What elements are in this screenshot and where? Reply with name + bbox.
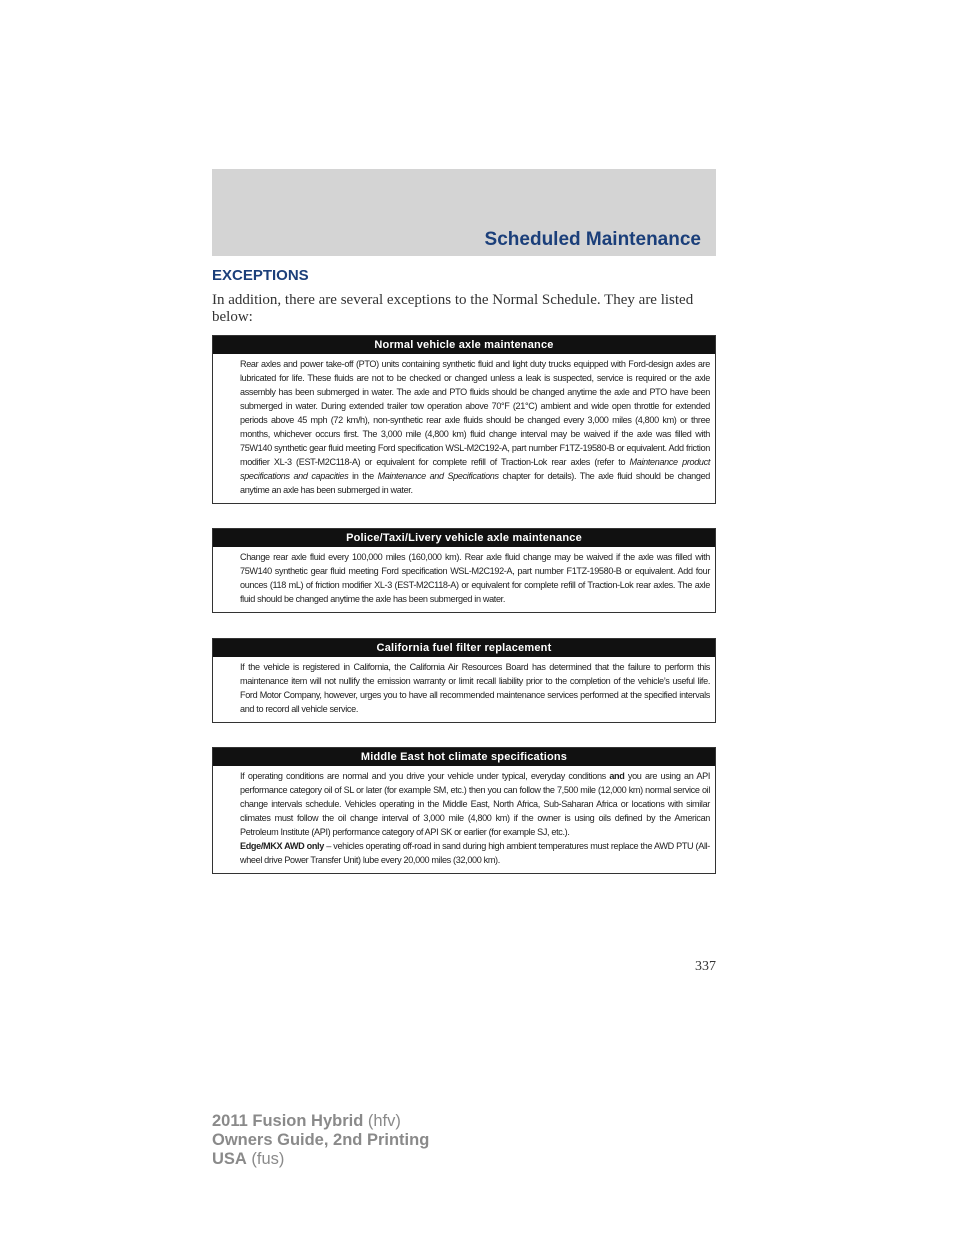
box-title: Police/Taxi/Livery vehicle axle maintenance <box>213 529 715 547</box>
box-title: Middle East hot climate specifications <box>213 748 715 766</box>
section-heading: EXCEPTIONS <box>212 267 309 284</box>
bold-emphasis: Edge/MKX AWD only <box>240 841 324 851</box>
document-footer <box>212 1112 429 1169</box>
axle-maintenance-box <box>212 335 716 504</box>
footer-market-code: (fus) <box>246 1150 285 1168</box>
text-segment: chapter for details). The axle fluid should be changed anytime an axle has been submerged in water. <box>240 471 711 495</box>
box-body <box>213 354 715 503</box>
box-body <box>213 547 715 612</box>
footer-line-model <box>212 1112 429 1131</box>
middle-east-climate-box <box>212 747 716 874</box>
box-text: Change rear axle fluid every 100,000 miles (160,000 km). Rear axle fluid change may be waived if the axle was filled with 75W140 synthetic gear fluid meeting Ford specification WSL-M2C192-A, part number F1TZ-19580-B or equivalent. Add four ounces (118 mL) of friction modifier XL-3 (EST-M2C118-A) or equivalent for complete refill of Traction-Lok rear axles. The axle fluid should be changed anytime the axle has been submerged in water. <box>240 552 710 604</box>
italic-reference: Maintenance product specifications and capacities <box>240 457 711 481</box>
bold-emphasis: and <box>609 771 625 781</box>
california-fuel-filter-box <box>212 638 716 723</box>
box-text <box>240 769 710 839</box>
footer-market: USA <box>212 1150 247 1168</box>
box-text <box>240 357 710 497</box>
footer-line-guide: Owners Guide, 2nd Printing <box>212 1131 430 1149</box>
box-body <box>213 766 715 873</box>
box-text: If the vehicle is registered in California, the California Air Resources Board has determined that the failure to perform this maintenance item will not nullify the emission warranty or limit recall liability prior to the completion of the vehicle’s useful life. Ford Motor Company, however, urges you to have all recommended maintenance services performed at the specified intervals and to record all vehicle service. <box>240 662 710 714</box>
text-segment: in the <box>348 471 378 481</box>
police-taxi-axle-box <box>212 528 716 613</box>
box-title: Normal vehicle axle maintenance <box>213 336 715 354</box>
box-body <box>213 657 715 722</box>
text-segment: If operating conditions are normal and you drive your vehicle under typical, everyday conditions <box>240 771 610 781</box>
text-segment: Rear axles and power take-off (PTO) units containing synthetic fluid and light duty trucks equipped with Ford-design axles are lubricated for life. These fluids are not to be checked or changed unless a leak is suspected, service is required or the axle assembly has been submerged in water. The axle and PTO fluids should be changed anytime the axle and PTO have been submerged in water. During extended trailer tow operation above 70°F (21°C) ambient and wide open throttle for extended periods above 45 mph (72 km/h), non-synthetic rear axle fluids should be changed every 3,000 miles (4,800 km) or three months, whichever occurs first. The 3,000 mile (4,800 km) fluid change interval may be waived if the axle was filled with 75W140 synthetic gear fluid meeting Ford specification WSL-M2C192-A, part number F1TZ-19580-B or equivalent. Add friction modifier XL-3 (EST-M2C118-A) or equivalent for complete refill of Traction-Lok rear axles (refer to <box>240 359 710 467</box>
box-title: California fuel filter replacement <box>213 639 715 657</box>
intro-paragraph: In addition, there are several exceptions to the Normal Schedule. They are listed below: <box>212 292 694 325</box>
box-text <box>240 839 710 867</box>
text-segment: you are using an API performance category oil of SL or later (for example SM, etc.) then you can follow the 7,500 mile (12,000 km) normal service oil change intervals schedule. Vehicles operating in the Middle East, North Africa, Sub-Saharan Africa or locations with similar climates must follow the oil change interval of 3,000 mile (4,800 km) if the owner is using oils defined by the American Petroleum Institute (API) performance category of API SK or earlier (for example SJ, etc.). <box>240 771 710 837</box>
italic-reference: Maintenance and Specifications <box>377 471 499 481</box>
footer-line-market <box>212 1150 429 1169</box>
page-number: 337 <box>695 959 716 974</box>
footer-model-code: (hfv) <box>363 1112 401 1130</box>
footer-model: 2011 Fusion Hybrid <box>212 1112 364 1130</box>
text-segment: – vehicles operating off-road in sand during high ambient temperatures must replace the AWD PTU (All-wheel drive Power Transfer Unit) lube every 20,000 miles (32,000 km). <box>240 841 710 865</box>
chapter-title: Scheduled Maintenance <box>484 229 701 250</box>
chapter-header-band <box>212 169 716 256</box>
